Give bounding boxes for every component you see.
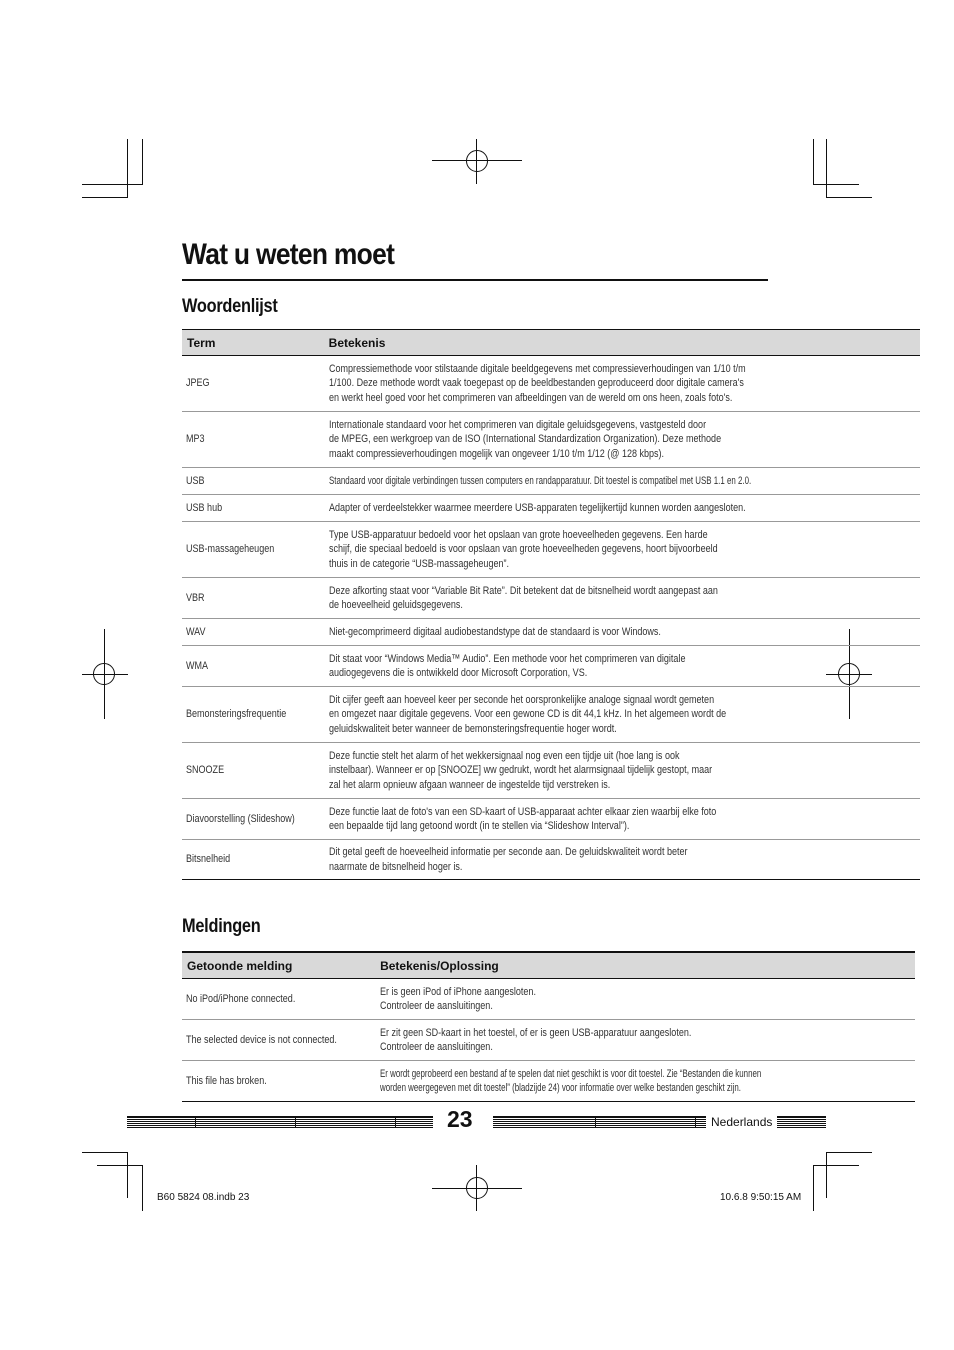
message-meaning xyxy=(375,1061,915,1102)
print-file-label: B60 5824 08.indb 23 xyxy=(157,1192,250,1203)
glossary-meaning xyxy=(324,743,920,799)
glossary-table xyxy=(182,329,920,880)
glossary-meaning-line: Standaard voor digitale verbindingen tussen computers en randapparatuur. Dit toestel is compatibel met USB 1.1 en 2.0. xyxy=(328,474,751,487)
glossary-term xyxy=(182,840,324,880)
glossary-row xyxy=(182,646,920,687)
glossary-meaning-line: Adapter of verdeelstekker waarmee meerdere USB-apparaten tegelijkertijd kunnen worden aangesloten. xyxy=(328,501,746,514)
message-text xyxy=(182,1061,375,1102)
glossary-meaning xyxy=(324,687,920,743)
page-number: 23 xyxy=(447,1106,473,1132)
glossary-meaning xyxy=(324,646,920,687)
print-timestamp: 10.6.8 9:50:15 AM xyxy=(720,1192,802,1203)
glossary-row xyxy=(182,468,920,495)
glossary-term-text: WAV xyxy=(186,625,206,638)
glossary-meaning-line: een bepaalde tijd lang getoond wordt (in te stellen via “Slideshow Interval”). xyxy=(328,820,630,832)
glossary-meaning-line: en omgezet naar digitale gegevens. Voor een gewone CD is dit 44,1 kHz. In het algemeen wordt de xyxy=(328,708,726,721)
glossary-meaning-line: audiogegevens die is ontwikkeld door Microsoft Corporation, VS. xyxy=(328,667,587,679)
glossary-meaning-line: geluidskwaliteit beter wanneer de bemonsteringsfrequentie hoger wordt. xyxy=(328,722,617,735)
glossary-term-text: Bitsnelheid xyxy=(186,853,231,866)
title-rule xyxy=(182,279,768,281)
glossary-meaning-line: Deze functie stelt het alarm of het wekkersignaal nog even een tijdje uit (hoe lang is ook xyxy=(328,749,680,762)
glossary-meaning-line: Dit staat voor “Windows Media™ Audio”. Een methode voor het comprimeren van digitale xyxy=(328,652,686,665)
glossary-term-text: USB-massageheugen xyxy=(186,543,275,556)
messages-heading: Meldingen xyxy=(182,916,261,937)
glossary-meaning-line: maakt compressieverhoudingen mogelijk van ongeveer 1/10 t/m 1/12 (@ 128 kbps). xyxy=(328,447,664,460)
glossary-meaning xyxy=(324,799,920,840)
message-row xyxy=(182,979,915,1020)
glossary-term-text: VBR xyxy=(186,591,205,604)
messages-column-message: Getoonde melding xyxy=(182,952,375,979)
message-meaning-line: Er is geen iPod of iPhone aangesloten. xyxy=(380,985,537,998)
glossary-term xyxy=(182,578,324,619)
message-text-label: No iPod/iPhone connected. xyxy=(186,992,296,1005)
glossary-row xyxy=(182,356,920,412)
page-title: Wat u weten moet xyxy=(182,238,395,271)
glossary-row xyxy=(182,799,920,840)
glossary-term-text: Bemonsteringsfrequentie xyxy=(186,708,287,721)
glossary-meaning-line: Compressiemethode voor stilstaande digitale beeldgegevens met compressieverhoudingen van 1/10 t/m xyxy=(328,362,746,375)
glossary-meaning-line: schijf, die speciaal bedoeld is voor opslaan van grote hoeveelheden gegevens, hoort bijvoorbeeld xyxy=(328,543,718,556)
glossary-column-term: Term xyxy=(182,330,324,356)
glossary-term-text: SNOOZE xyxy=(186,764,225,777)
glossary-meaning-line: 1/100. Deze methode wordt vaak toegepast op de beeldbestanden geproduceerd door digitale camera's xyxy=(328,377,744,390)
message-text xyxy=(182,979,375,1020)
glossary-term xyxy=(182,412,324,468)
glossary-meaning xyxy=(324,468,920,495)
message-meaning-line: Er zit geen SD-kaart in het toestel, of er is geen USB-apparatuur aangesloten. xyxy=(380,1026,692,1039)
glossary-meaning-line: instelbaar). Wanneer er op [SNOOZE] ww gedrukt, wordt het alarmsignaal tijdelijk gestopt, maar xyxy=(328,764,712,777)
glossary-row xyxy=(182,743,920,799)
glossary-column-meaning: Betekenis xyxy=(324,330,920,356)
glossary-term-text: MP3 xyxy=(186,433,205,446)
glossary-meaning-line: zal het alarm opnieuw afgaan wanneer de ingestelde tijd verstreken is. xyxy=(328,778,610,791)
glossary-term-text: Diavoorstelling (Slideshow) xyxy=(186,812,295,825)
glossary-meaning xyxy=(324,522,920,578)
message-text-label: The selected device is not connected. xyxy=(186,1033,337,1046)
glossary-term-text: USB xyxy=(186,474,205,487)
glossary-meaning xyxy=(324,495,920,522)
glossary-row xyxy=(182,495,920,522)
message-meaning xyxy=(375,1020,915,1061)
glossary-meaning-line: naarmate de bitsnelheid hoger is. xyxy=(328,860,463,873)
glossary-term xyxy=(182,619,324,646)
glossary-meaning-line: Internationale standaard voor het comprimeren van digitale geluidsgegevens, vastgesteld door xyxy=(328,418,706,431)
glossary-meaning-line: de MPEG, een werkgroep van de ISO (International Standardization Organization). Deze methode xyxy=(328,433,721,446)
glossary-meaning-line: Type USB-apparatuur bedoeld voor het opslaan van grote hoeveelheden gegevens. Een harde xyxy=(328,528,708,541)
glossary-row xyxy=(182,619,920,646)
message-text xyxy=(182,1020,375,1061)
message-text-label: This file has broken. xyxy=(186,1074,267,1087)
glossary-row xyxy=(182,578,920,619)
message-meaning-line: Controleer de aansluitingen. xyxy=(380,1041,493,1053)
glossary-meaning-line: thuis in de categorie “USB-massageheugen”. xyxy=(328,557,509,570)
glossary-meaning xyxy=(324,840,920,880)
glossary-term xyxy=(182,495,324,522)
glossary-row xyxy=(182,412,920,468)
glossary-meaning-line: Deze functie laat de foto's van een SD-kaart of USB-apparaat achter elkaar zien waarbij elke foto xyxy=(328,805,716,818)
glossary-term xyxy=(182,356,324,412)
glossary-term xyxy=(182,743,324,799)
messages-column-meaning: Betekenis/Oplossing xyxy=(375,952,915,979)
glossary-term xyxy=(182,646,324,687)
glossary-term-text: USB hub xyxy=(186,501,223,514)
glossary-heading: Woordenlijst xyxy=(182,296,278,317)
glossary-term-text: WMA xyxy=(186,659,209,672)
glossary-meaning-line: Dit cijfer geeft aan hoeveel keer per seconde het oorspronkelijke analoge signaal wordt gemeten xyxy=(328,693,714,706)
glossary-row xyxy=(182,687,920,743)
message-meaning-line: worden weergegeven met dit toestel” (bladzijde 24) voor informatie over welke bestanden geschikt zijn. xyxy=(380,1082,742,1094)
glossary-term-text: JPEG xyxy=(186,377,210,390)
glossary-term xyxy=(182,799,324,840)
glossary-meaning-line: Dit getal geeft de hoeveelheid informatie per seconde aan. De geluidskwaliteit wordt beter xyxy=(328,846,688,858)
glossary-meaning xyxy=(324,356,920,412)
glossary-row xyxy=(182,522,920,578)
glossary-row xyxy=(182,840,920,880)
message-row xyxy=(182,1020,915,1061)
glossary-term xyxy=(182,687,324,743)
glossary-meaning xyxy=(324,619,920,646)
message-row xyxy=(182,1061,915,1102)
footer-language: Nederlands xyxy=(711,1115,773,1129)
glossary-meaning xyxy=(324,412,920,468)
message-meaning-line: Controleer de aansluitingen. xyxy=(380,1000,493,1012)
glossary-meaning-line: Deze afkorting staat voor “Variable Bit Rate”. Dit betekent dat de bitsnelheid wordt aangepast aan xyxy=(328,584,718,597)
message-meaning xyxy=(375,979,915,1020)
message-meaning-line: Er wordt geprobeerd een bestand af te spelen dat niet geschikt is voor dit toestel. Zie “Bestanden die kunnen xyxy=(380,1067,762,1080)
glossary-term xyxy=(182,468,324,495)
glossary-meaning-line: en werkt heel goed voor het comprimeren van afbeeldingen van de wereld om ons heen, zoals foto's. xyxy=(328,391,733,404)
messages-table xyxy=(182,951,915,1102)
glossary-meaning-line: Niet-gecomprimeerd digitaal audiobestandstype dat de standaard is voor Windows. xyxy=(328,625,661,638)
glossary-meaning xyxy=(324,578,920,619)
glossary-term xyxy=(182,522,324,578)
glossary-meaning-line: de hoeveelheid geluidsgegevens. xyxy=(328,599,463,611)
